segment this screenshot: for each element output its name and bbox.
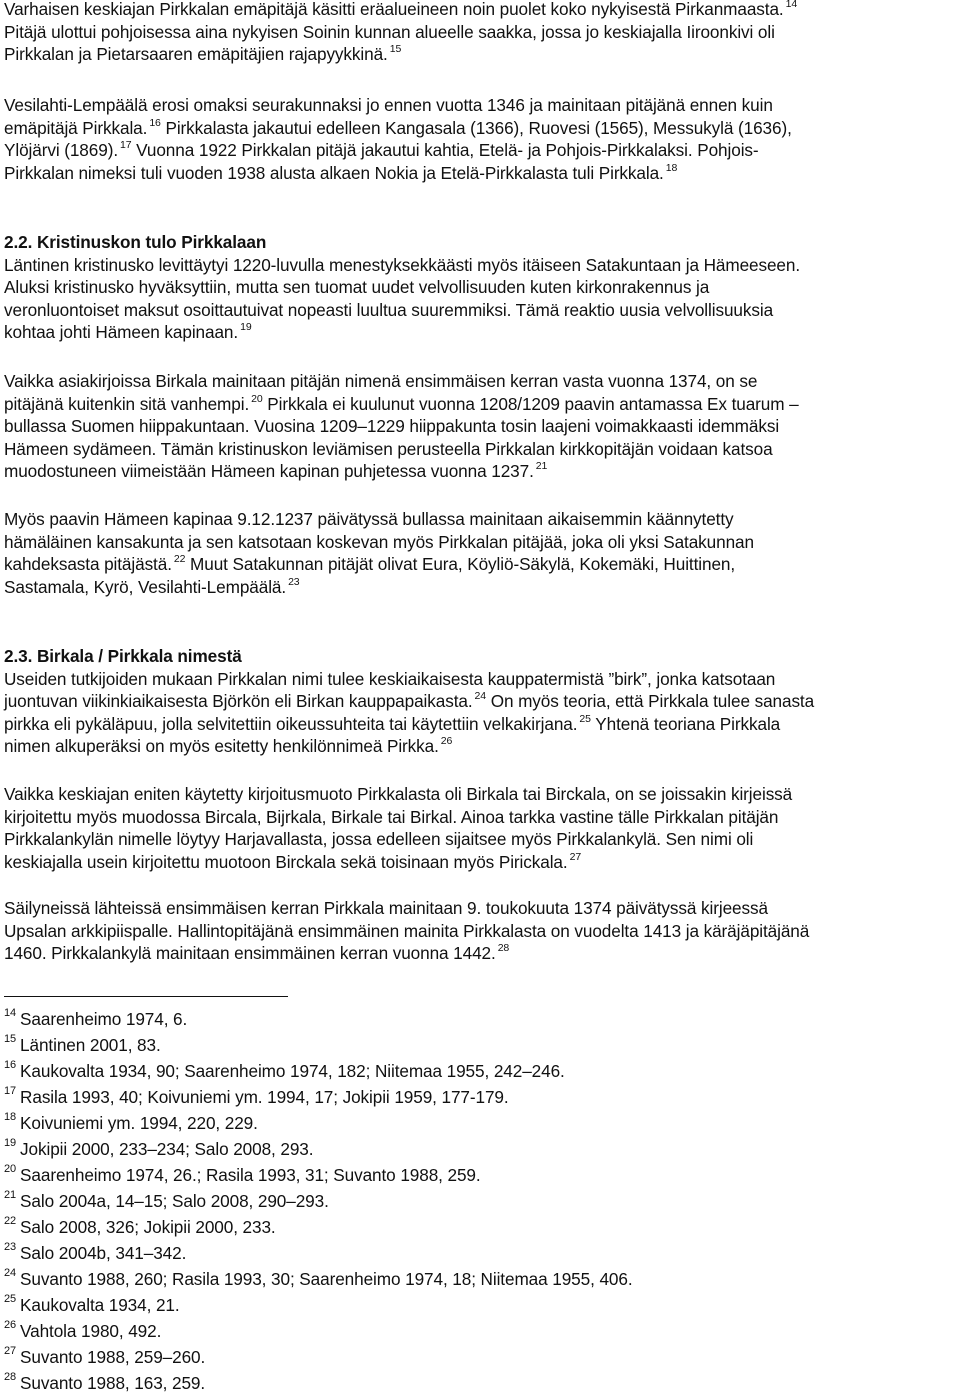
footnote: $^{14}$ Saarenheimo 1974, 6. — [4, 1007, 188, 1029]
paragraph-birkala — [4, 370, 956, 483]
footnotes — [4, 1006, 904, 1396]
footnote-ref[interactable]: 19 — [240, 321, 252, 333]
text-line: pitäjänä kuitenkin sitä vanhempi. $^{20}$ Pirkkala ei kuulunut vuonna 1208/1209 paavin antamassa Ex tuarum – — [4, 392, 799, 414]
text-line: Pitäjä ulottui pohjoisessa aina nykyisen Soinin kunnan alueelle saakka, jossa jo keskiajalla Iiroonkivi oli — [4, 21, 775, 42]
text-line: Ylöjärvi (1869). $^{17}$ Vuonna 1922 Pirkkalan pitäjä jakautui kahtia, Etelä- ja Pohjois-Pirkkalaksi. Pohjois- — [4, 139, 759, 160]
paragraph-emapitaja — [4, 0, 956, 66]
footnote: $^{26}$ Vahtola 1980, 492. — [4, 1319, 162, 1341]
footnote-ref[interactable]: 21 — [535, 460, 548, 472]
text-line: Pirkkalan nimeksi tuli vuoden 1938 alusta alkaen Nokia ja Etelä-Pirkkalasta tuli Pirkkala. $^{18}$ — [4, 161, 678, 183]
text-line: Sastamala, Kyrö, Vesilahti-Lempäälä. $^{23}$ — [4, 575, 300, 597]
text-line: Pirkkalan ja Pietarsaaren emäpitäjien rajapyykkinä. $^{15}$ — [4, 43, 402, 64]
footnote-ref[interactable]: 18 — [665, 161, 678, 174]
footnote-divider — [4, 996, 288, 997]
footnote: $^{21}$ Salo 2004a, 14–15; Salo 2008, 290–293. — [4, 1189, 329, 1211]
text-line: bullassa Suomen hiippakuntaan. Vuosina 1209–1229 hiippakunta tosin laajeni voimakkaasti idemmäksi — [4, 416, 780, 436]
text-line: Upsalan arkkipiispalle. Hallintopitäjänä ensimmäinen mainita Pirkkalasta on vuodelta 1413 ja käräjäpitäjänä — [4, 920, 810, 941]
paragraph-kirjoitusmuoto — [4, 783, 956, 873]
footnote-ref[interactable]: 23 — [288, 575, 300, 588]
text-line: Läntinen kristinusko levittäytyi 1220-luvulla menestyksekkäästi myös itäiseen Satakuntaan ja Hämeeseen. — [4, 254, 801, 275]
footnote: $^{25}$ Kaukovalta 1934, 21. — [4, 1293, 180, 1315]
text-line: muodostuneen viimeistään Hämeen kapinan puhjetessa vuonna 1237. $^{21}$ — [4, 460, 548, 481]
text-line: Varhaisen keskiajan Pirkkalan emäpitäjä käsitti eräalueineen noin puolet koko nykyisestä Pirkanmaasta. $^{14}$ — [4, 0, 798, 19]
section-heading: 2.2. Kristinuskon tulo Pirkkalaan — [4, 232, 267, 252]
text-line: Vaikka keskiajan eniten käytetty kirjoitusmuoto Pirkkalasta oli Birkala tai Birckala, on se joissakin kirjeissä — [4, 784, 793, 804]
footnote-ref[interactable]: 24 — [474, 690, 487, 702]
section-heading: 2.3. Birkala / Pirkkala nimestä — [4, 646, 242, 666]
text-line: Vesilahti-Lempäälä erosi omaksi seurakunnaksi jo ennen vuotta 1346 ja mainitaan pitäjänä ennen kuin — [4, 95, 773, 115]
footnote: $^{28}$ Suvanto 1988, 163, 259. — [4, 1371, 206, 1393]
text-line: kahdeksasta pitäjästä. $^{22}$ Muut Satakunnan pitäjät olivat Eura, Köyliö-Säkylä, Kokemäki, Huittinen, — [4, 553, 736, 574]
footnote-ref[interactable]: 22 — [173, 553, 186, 565]
text-line: kirjoitettu myös muodossa Bircala, Bijrkala, Birkale tai Birkal. Ainoa tarkka vastine tälle Pirkkalan pitäjän — [4, 806, 779, 827]
footnote-ref[interactable]: 26 — [440, 735, 453, 747]
footnote-ref[interactable]: 20 — [251, 392, 263, 405]
text-line: nimen alkuperäksi on myös esitetty henkilönnimeä Pirkka. $^{26}$ — [4, 735, 453, 756]
footnote: $^{16}$ Kaukovalta 1934, 90; Saarenheimo 1974, 182; Niitemaa 1955, 242–246. — [4, 1059, 565, 1081]
text-line: keskiajalla usein kirjoitettu muotoon Birckala sekä toisinaan myös Pirickala. $^{27}$ — [4, 850, 582, 872]
footnote: $^{23}$ Salo 2004b, 341–342. — [4, 1241, 187, 1263]
text-line: hämäläinen kansakunta ja sen katsotaan koskevan myös Pirkkalan pitäjää, joka oli yksi Satakunnan — [4, 531, 754, 552]
footnote-ref[interactable]: 17 — [120, 139, 132, 151]
text-line: Säilyneissä lähteissä ensimmäisen kerran Pirkkala mainitaan 9. toukokuuta 1374 päivätyssä kirjeessä — [4, 898, 768, 918]
footnote: $^{24}$ Suvanto 1988, 260; Rasila 1993, 30; Saarenheimo 1974, 18; Niitemaa 1955, 406. — [4, 1267, 633, 1289]
footnote: $^{20}$ Saarenheimo 1974, 26.; Rasila 1993, 31; Suvanto 1988, 259. — [4, 1163, 481, 1185]
text-line: veronluontoiset maksut osoittautuivat nopeasti luultua suuremmiksi. Tämä reaktio uusia velvollisuuksia — [4, 299, 774, 320]
text-line: kohtaa johti Hämeen kapinaan. $^{19}$ — [4, 321, 252, 342]
footnote: $^{19}$ Jokipii 2000, 233–234; Salo 2008, 293. — [4, 1137, 314, 1159]
text-line: emäpitäjä Pirkkala. $^{16}$ Pirkkalasta jakautui edelleen Kangasala (1366), Ruovesi (1565), Messukylä (1636), — [4, 116, 792, 138]
text-line: juontuvan viikinkiaikaisesta Björkön eli Birkan kauppapaikasta. $^{24}$ On myös teoria, että Pirkkala tulee sanasta — [4, 690, 815, 711]
text-line: Vaikka asiakirjoissa Birkala mainitaan pitäjän nimenä ensimmäisen kerran vasta vuonna 1374, on se — [4, 371, 758, 391]
footnote-ref[interactable]: 25 — [579, 712, 591, 725]
paragraph-vesilahti — [4, 94, 956, 184]
section-2-3 — [4, 645, 956, 758]
text-line: Aluksi kristinusko hyväksyttiin, mutta sen tuomat uudet velvollisuuden kuten kirkonrakennus ja — [4, 277, 710, 297]
text-line: Hämeen sydämeen. Tämän kristinuskon leviämisen perusteella Pirkkalan kirkkopitäjän voidaan katsoa — [4, 438, 773, 459]
paragraph-bulla — [4, 508, 956, 598]
footnote-ref[interactable]: 16 — [149, 116, 161, 129]
text-line: 1460. Pirkkalankylä mainitaan ensimmäinen kerran vuonna 1442. $^{28}$ — [4, 942, 510, 963]
footnote-ref[interactable]: 28 — [497, 942, 510, 954]
text-line: Pirkkalankylän nimelle löytyy Harjavallasta, jossa edelleen sijaitsee myös Pirkkalankylä. Sen nimi oli — [4, 829, 754, 849]
footnote-ref[interactable]: 15 — [389, 43, 402, 55]
paragraph-lahteet — [4, 897, 956, 965]
text-line: pirkka eli pykäläpuu, jolla selvitettiin oikeussuhteita tai käytettiin velkakirjana. $^{25}$ Yhtenä teoriana Pirkkala — [4, 712, 781, 734]
footnote: $^{17}$ Rasila 1993, 40; Koivuniemi ym. 1994, 17; Jokipii 1959, 177-179. — [4, 1085, 509, 1107]
footnote: $^{15}$ Läntinen 2001, 83. — [4, 1033, 161, 1055]
text-line: Useiden tutkijoiden mukaan Pirkkalan nimi tulee keskiaikaisesta kauppatermistä ”birk”, jonka katsotaan — [4, 668, 776, 689]
section-2-2 — [4, 231, 956, 344]
footnote-ref[interactable]: 27 — [569, 850, 582, 863]
footnote: $^{27}$ Suvanto 1988, 259–260. — [4, 1345, 206, 1367]
text-line: Myös paavin Hämeen kapinaa 9.12.1237 päivätyssä bullassa mainitaan aikaisemmin käännytetty — [4, 509, 734, 529]
footnote: $^{18}$ Koivuniemi ym. 1994, 220, 229. — [4, 1111, 258, 1133]
footnote: $^{22}$ Salo 2008, 326; Jokipii 2000, 233. — [4, 1215, 276, 1237]
footnote-ref[interactable]: 14 — [785, 0, 798, 10]
